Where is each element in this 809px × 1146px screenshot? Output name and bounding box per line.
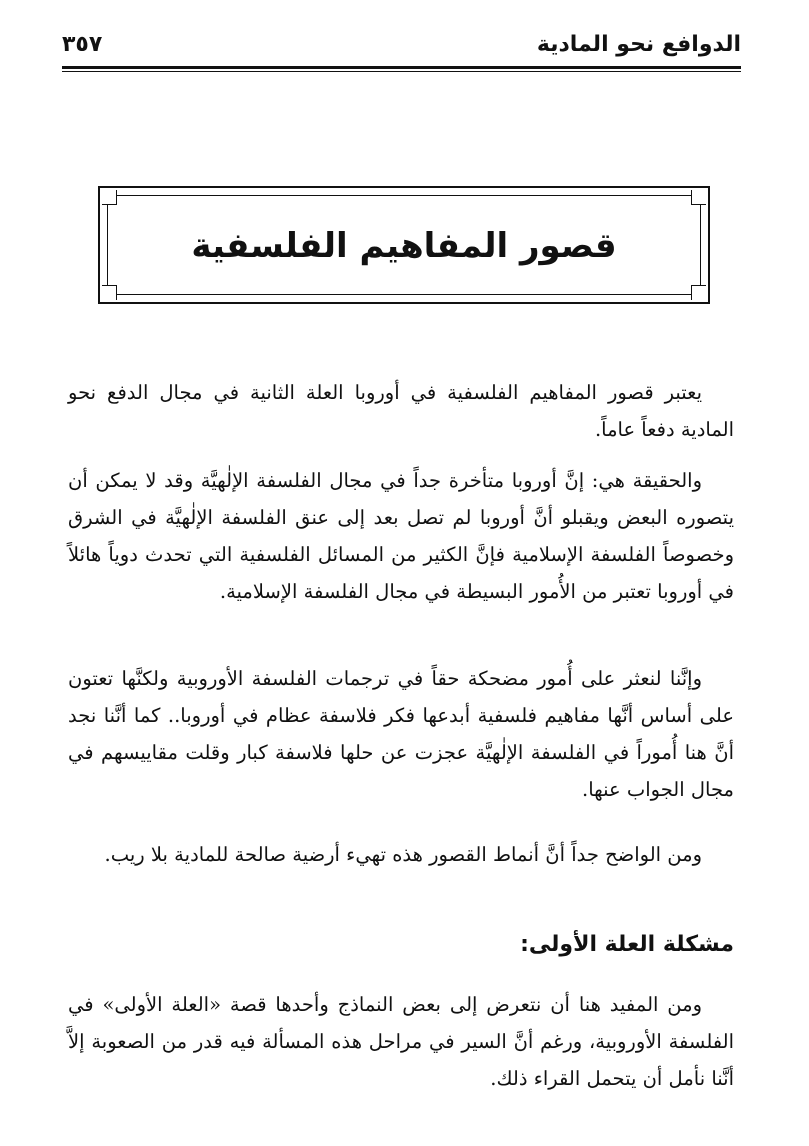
frame-corner-ornament	[102, 190, 117, 205]
header-rule-thin	[62, 71, 741, 72]
paragraph-1: يعتبر قصور المفاهيم الفلسفية في أوروبا العلة الثانية في مجال الدفع نحو المادية دفعاً عاماً.	[68, 381, 734, 441]
running-header-title: الدوافع نحو المادية	[536, 32, 741, 57]
paragraph-3: وإنَّنا لنعثر على أُمور مضحكة حقاً في ترجمات الفلسفة الأوروبية ولكنَّها تعتون على أساس أنَّها مفاهيم فلسفية أبدعها فكر فلاسفة عظام في أوروبا.. كما أنَّنا نجد أنَّ هنا أُموراً في الفلسفة الإلٰهيَّة عجزت عن حلها فلاسفة كبار وقلت مقاييسهم في مجال الجواب عنها.	[68, 667, 734, 801]
section-heading: مشكلة العلة الأولى:	[520, 932, 734, 957]
frame-corner-ornament	[691, 285, 706, 300]
header-rule	[62, 66, 741, 69]
frame-corner-ornament	[691, 190, 706, 205]
running-header	[62, 30, 741, 64]
chapter-title: قصور المفاهيم الفلسفية	[191, 226, 617, 266]
chapter-title-frame	[98, 186, 710, 304]
paragraph-4: ومن الواضح جداً أنَّ أنماط القصور هذه تهيء أرضية صالحة للمادية بلا ريب.	[104, 843, 702, 866]
section-paragraph: ومن المفيد هنا أن نتعرض إلى بعض النماذج وأحدها قصة «العلة الأولى» في الفلسفة الأوروبية، ورغم أنَّ السير في مراحل هذه المسألة فيه قدر من الصعوبة إلاَّ أنَّنا نأمل أن يتحمل القراء ذلك.	[68, 993, 734, 1090]
frame-corner-ornament	[102, 285, 117, 300]
page-number: ٣٥٧	[62, 32, 103, 57]
paragraph-2: والحقيقة هي: إنَّ أوروبا متأخرة جداً في مجال الفلسفة الإلٰهيَّة وقد لا يمكن أن يتصوره البعض ويقبلو أنَّ أوروبا لم تصل بعد إلى عنق الفلسفة الإلٰهيَّة في الشرق وخصوصاً الفلسفة الإسلامية فإنَّ الكثير من المسائل الفلسفية التي تحدث دوياً هائلاً في أوروبا تعتبر من الأُمور البسيطة في مجال الفلسفة الإسلامية.	[68, 469, 734, 603]
